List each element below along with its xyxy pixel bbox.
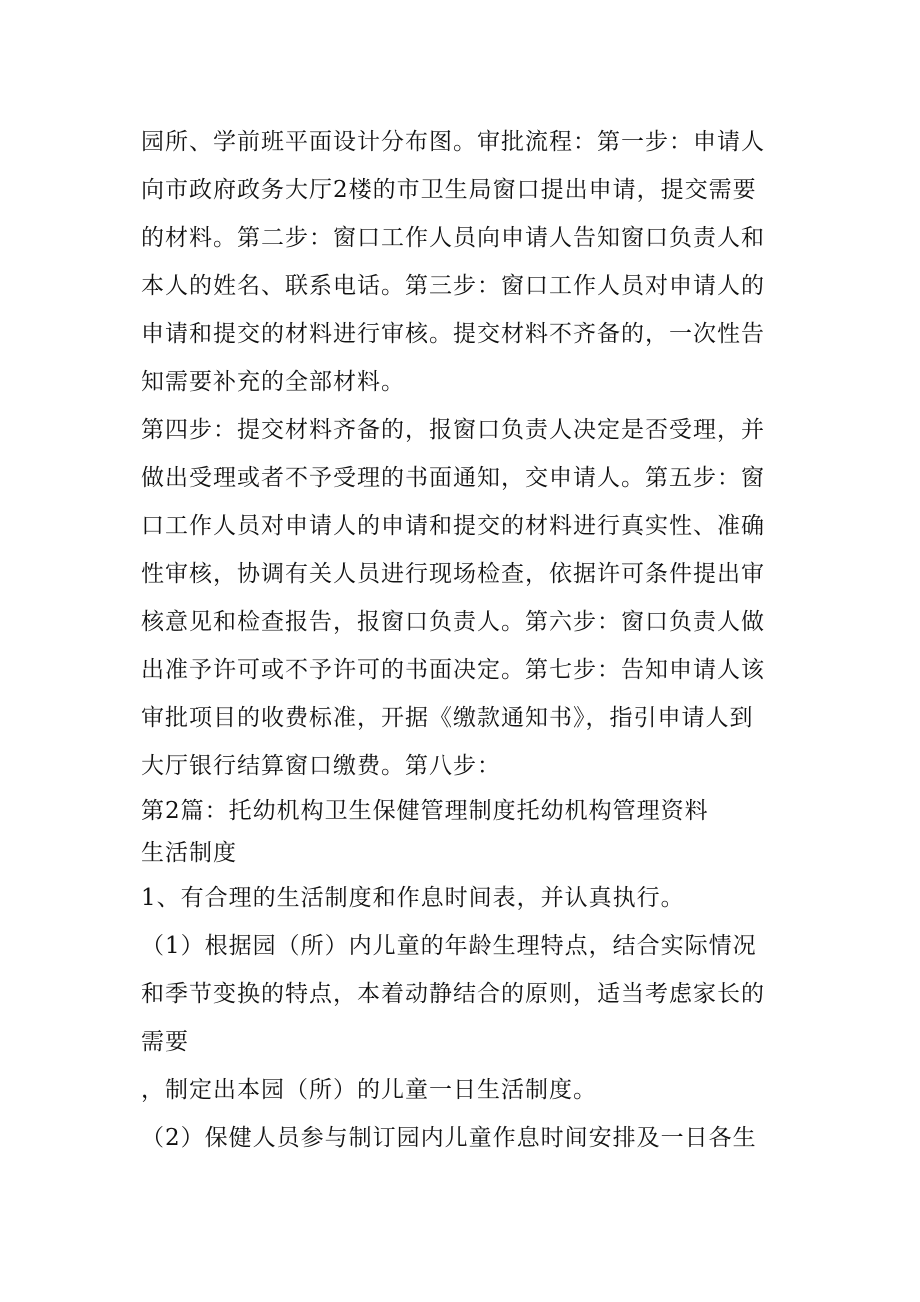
text-line: 大厅银行结算窗口缴费。第八步： [141,753,501,779]
text-line: 园所、学前班平面设计分布图。审批流程：第一步：申请人 [141,129,765,155]
text-line: 知需要补充的全部材料。 [141,369,405,395]
text-line: 核意见和检查报告，报窗口负责人。第六步：窗口负责人做 [141,609,765,635]
text-line: 申请和提交的材料进行审核。提交材料不齐备的，一次性告 [141,321,765,347]
document-body [141,118,791,1162]
text-line: ，制定出本园（所）的儿童一日生活制度。 [141,1077,597,1103]
text-line: 第四步：提交材料齐备的，报窗口负责人决定是否受理，并 [141,417,765,443]
text-line: （1）根据园（所）内儿童的年龄生理特点，结合实际情况 [141,933,757,959]
text-line: 需要 [141,1029,189,1055]
text-line: 和季节变换的特点，本着动静结合的原则，适当考虑家长的 [141,981,765,1007]
text-line: 做出受理或者不予受理的书面通知，交申请人。第五步：窗 [141,465,765,491]
text-line: 出准予许可或不予许可的书面决定。第七步：告知申请人该 [141,657,765,683]
text-line: 本人的姓名、联系电话。第三步：窗口工作人员对申请人的 [141,273,765,299]
text-line: 口工作人员对申请人的申请和提交的材料进行真实性、准确 [141,513,765,539]
text-line: 1、有合理的生活制度和作息时间表，并认真执行。 [141,885,685,911]
text-line: 的材料。第二步：窗口工作人员向申请人告知窗口负责人和 [141,225,765,251]
section-heading: 第2篇：托幼机构卫生保健管理制度托幼机构管理资料 [141,798,709,824]
subsection-heading: 生活制度 [141,840,237,866]
text-line: 审批项目的收费标准，开据《缴款通知书》，指引申请人到 [141,705,754,731]
text-line: （2）保健人员参与制订园内儿童作息时间安排及一日各生 [141,1125,757,1151]
text-line: 向市政府政务大厅2楼的市卫生局窗口提出申请，提交需要 [141,177,757,203]
text-line: 性审核，协调有关人员进行现场检查，依据许可条件提出审 [141,561,765,587]
